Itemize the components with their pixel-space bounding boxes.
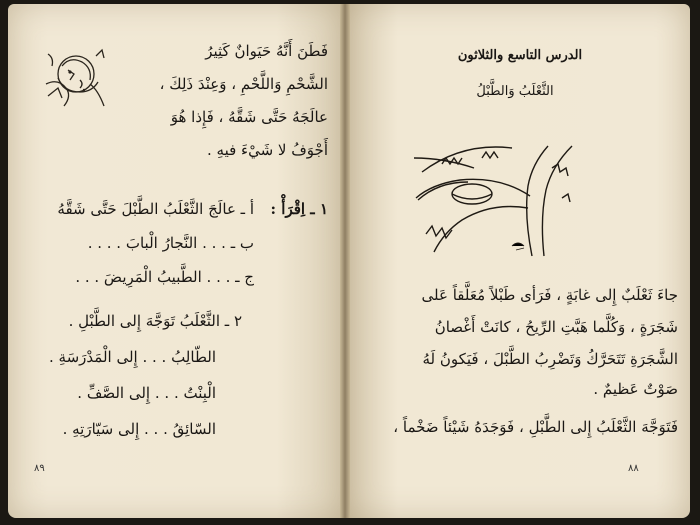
book-gutter — [340, 4, 350, 518]
left-paragraph-line-2: الشَّحْمِ وَاللَّحْمِ ، وَعِنْدَ ذَلِكَ ، — [159, 75, 328, 93]
exercise-1-item-b: ب ـ . . . النَّجارُ الْبابَ . . . . — [87, 234, 254, 252]
right-paragraph-line-4: صَوْتٌ عَظيمٌ . — [593, 380, 678, 398]
left-paragraph-line-4: أَجْوَفُ لا شَيْءَ فيهِ . — [207, 141, 328, 159]
exercise-2-heading: ٢ ـ الثَّعْلَبُ تَوَجَّهَ إِلى الطَّبْلِ . — [68, 312, 242, 330]
lesson-title: الدرس التاسع والثلاثون — [457, 48, 583, 63]
left-page-number: ٨٩ — [34, 463, 45, 474]
exercise-1-item-c: ج ـ . . . الطَّبيبُ الْمَرِيضَ . . . — [75, 268, 254, 286]
right-paragraph-line-2: شَجَرَةٍ ، وَكُلَّما هَبَّتِ الرِّيحُ ، كانَتْ أَغْصانُ — [434, 318, 678, 336]
right-page — [346, 4, 690, 518]
left-paragraph-line-3: عالَجَهُ حَتَّى شَقَّهُ ، فَإِذا هُوَ — [170, 108, 328, 126]
right-page-number: ٨٨ — [628, 463, 639, 474]
right-paragraph-line-1: جاءَ ثَعْلَبٌ إِلى غابَةٍ ، فَرَأى طَبْلاً مُعَلَّقاً عَلى — [421, 286, 678, 304]
exercise-2-item-2: الْبِنْتُ . . . إِلى الصَّفِّ . — [77, 384, 216, 402]
exercise-2-item-1: الطّالِبُ . . . إِلى الْمَدْرَسَةِ . — [49, 348, 216, 366]
right-paragraph-line-3: الشَّجَرَةِ تَتَحَرَّكُ وَتَضْرِبُ الطَّبْلَ ، فَيَكونُ لَهُ — [422, 350, 678, 368]
exercise-2-item-3: السّائِقُ . . . إِلى سَيّارَتِهِ . — [62, 420, 216, 438]
exercise-1-heading: ١ ـ اِقْرَأْ : — [270, 200, 328, 218]
exercise-1-item-a: أ ـ عالَجَ الثَّعْلَبُ الطَّبْلَ حَتَّى شَقَّهُ — [57, 200, 254, 218]
fox-illustration — [40, 44, 112, 116]
left-paragraph-line-1: فَطَنَ أَنَّهُ حَيَوانٌ كَثِيرُ — [205, 42, 328, 60]
lesson-subtitle: الثَّعْلَبُ وَالطَّبْلُ — [476, 84, 554, 99]
right-paragraph-2: فَتَوَجَّهَ الثَّعْلَبُ إِلى الطَّبْلِ ، فَوَجَدَهُ شَيْئاً ضَخْماً ، — [393, 418, 678, 436]
tree-drum-illustration — [412, 138, 582, 260]
